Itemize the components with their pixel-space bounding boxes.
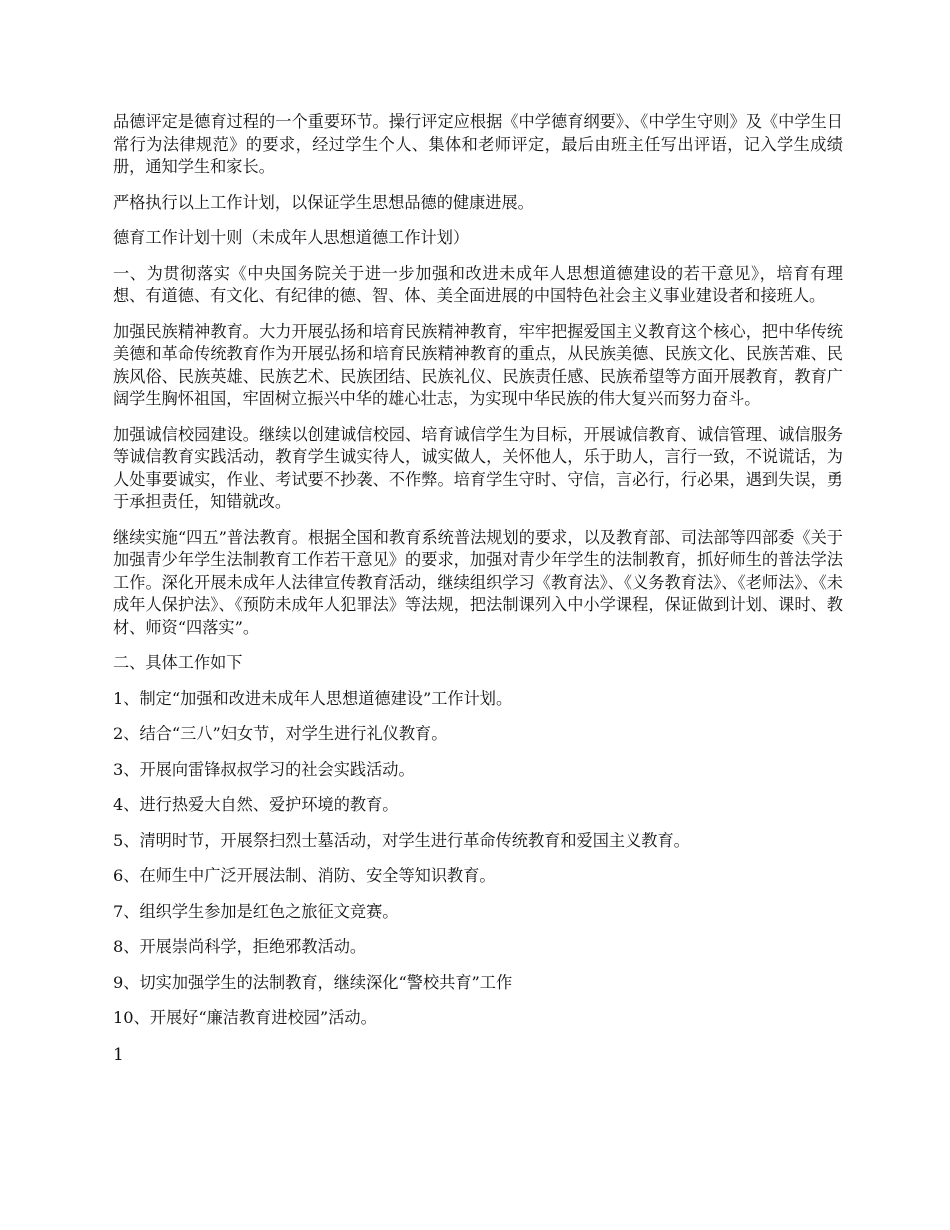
page-number: 1 [113, 1044, 124, 1065]
list-item: 10、开展好“廉洁教育进校园”活动。 [113, 1008, 377, 1027]
list-item: 7、组织学生参加是红色之旅征文竞赛。 [113, 901, 399, 921]
paragraph-integrity-campus: 加强诚信校园建设。继续以创建诚信校园、培育诚信学生为目标，开展诚信教育、诚信管理、诚信服务等诚信教育实践活动，教育学生诚实待人，诚实做人，关怀他人，乐于助人，言行一致，不说谎话，为人处事要诚实，作业、考试要不抄袭、不作弊。培育学生守时、守信，言必行，行必果，遇到失误，勇于承担责任，知错就改。 [113, 424, 843, 511]
paragraph-section-one: 一、为贯彻落实《中央国务院关于进一步加强和改进未成年人思想道德建设的若干意见》，培育有理想、有道德、有文化、有纪律的德、智、体、美全面进展的中国特色社会主义事业建设者和接班人。 [113, 263, 843, 305]
list-item: 8、开展崇尚科学，拒绝邪教活动。 [113, 937, 367, 956]
paragraph-national-spirit: 加强民族精神教育。大力开展弘扬和培育民族精神教育，牢牢把握爱国主义教育这个核心，把中华传统美德和革命传统教育作为开展弘扬和培育民族精神教育的重点，从民族美德、民族文化、民族苦难、民族风俗、民族英雄、民族艺术、民族团结、民族礼仪、民族责任感、民族希望等方面开展教育，教育广阔学生胸怀祖国，牢固树立振兴中华的雄心壮志，为实现中华民族的伟大复兴而努力奋斗。 [113, 321, 843, 408]
list-item: 4、进行热爱大自然、爱护环境的教育。 [113, 795, 399, 814]
section-heading-ten-plans: 德育工作计划十则（未成年人思想道德工作计划） [113, 228, 470, 247]
list-item: 2、结合“三八”妇女节，对学生进行礼仪教育。 [113, 724, 448, 743]
list-item: 3、开展向雷锋叔叔学习的社会实践活动。 [113, 759, 415, 779]
list-item: 1、制定“加强和改进未成年人思想道德建设”工作计划。 [113, 688, 513, 708]
paragraph-strict-execution: 严格执行以上工作计划，以保证学生思想品德的健康进展。 [113, 192, 534, 212]
document-page [113, 111, 843, 1066]
paragraph-legal-education: 继续实施“四五”普法教育。根据全国和教育系统普法规划的要求，以及教育部、司法部等四部委《关于加强青少年学生法制教育工作若干意见》的要求，加强对青少年学生的法制教育，抓好师生的普法学法工作。深化开展未成年人法律宣传教育活动，继续组织学习《教育法》、《义务教育法》、《老师法》、《未成年人保护法》、《预防未成年人犯罪法》等法规，把法制课列入中小学课程，保证做到计划、课时、教材、师资“四落实”。 [113, 527, 843, 637]
list-item: 9、切实加强学生的法制教育，继续深化“警校共育”工作 [113, 972, 513, 992]
paragraph-moral-evaluation: 品德评定是德育过程的一个重要环节。操行评定应根据《中学德育纲要》、《中学生守则》及《中学生日常行为法律规范》的要求，经过学生个人、集体和老师评定，最后由班主任写出评语，记入学生成绩册，通知学生和家长。 [113, 112, 843, 176]
list-item: 6、在师生中广泛开展法制、消防、安全等知识教育。 [113, 866, 496, 885]
section-heading-specific-work: 二、具体工作如下 [113, 653, 243, 672]
list-item: 5、清明时节，开展祭扫烈士墓活动，对学生进行革命传统教育和爱国主义教育。 [113, 830, 690, 850]
